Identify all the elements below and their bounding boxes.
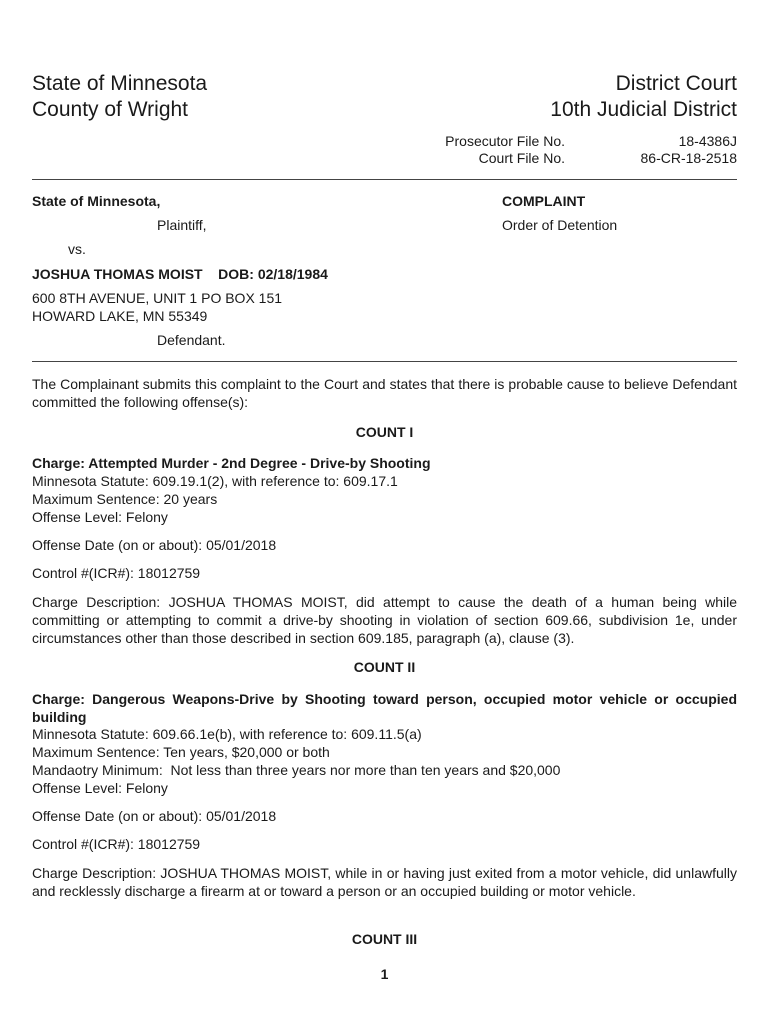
- count-2-statute: Minnesota Statute: 609.66.1e(b), with reference to: 609.11.5(a): [32, 726, 422, 742]
- count-1-max-sentence: Maximum Sentence: 20 years: [32, 491, 218, 507]
- page-number: 1: [380, 966, 389, 982]
- court-file-value: 86-CR-18-2518: [640, 150, 737, 166]
- plaintiff-role: Plaintiff,: [157, 217, 207, 233]
- divider-top: [32, 179, 737, 180]
- count-1-heading: COUNT I: [355, 424, 414, 440]
- count-2-heading: COUNT II: [353, 659, 416, 675]
- prosecutor-file-label: Prosecutor File No.: [445, 133, 565, 149]
- count-1-description: Charge Description: JOSHUA THOMAS MOIST, did attempt to cause the death of a human being while committing or attempting to commit a drive-by shooting in violation of section 609.66, subdivision 1e, under circumstances other than those described in section 609.185, paragraph (a), clause (3).: [32, 594, 737, 646]
- defendant-line: JOSHUA THOMAS MOIST DOB: 02/18/1984: [32, 266, 328, 282]
- count-2-offense-level: Offense Level: Felony: [32, 780, 168, 796]
- court-file-label: Court File No.: [478, 150, 565, 166]
- count-1-offense-level: Offense Level: Felony: [32, 509, 168, 525]
- defendant-role: Defendant.: [157, 332, 226, 348]
- defendant-address-2: HOWARD LAKE, MN 55349: [32, 308, 208, 324]
- count-2-mandatory-minimum: Mandaotry Minimum: Not less than three years nor more than ten years and $20,000: [32, 762, 561, 778]
- count-1-charge: Charge: Attempted Murder - 2nd Degree - Drive-by Shooting: [32, 455, 431, 471]
- count-2-max-sentence: Maximum Sentence: Ten years, $20,000 or both: [32, 744, 330, 760]
- count-1-statute: Minnesota Statute: 609.19.1(2), with reference to: 609.17.1: [32, 473, 398, 489]
- count-2-offense-date: Offense Date (on or about): 05/01/2018: [32, 808, 277, 824]
- county-heading: County of Wright: [32, 98, 189, 121]
- versus: vs.: [68, 241, 86, 257]
- intro-paragraph: The Complainant submits this complaint to the Court and states that there is probable cause to believe Defendant committed the following offense(s):: [32, 376, 737, 410]
- count-1-control-number: Control #(ICR#): 18012759: [32, 565, 201, 581]
- count-1-offense-date: Offense Date (on or about): 05/01/2018: [32, 537, 277, 553]
- divider-bottom: [32, 361, 737, 362]
- count-2-control-number: Control #(ICR#): 18012759: [32, 836, 201, 852]
- plaintiff-name: State of Minnesota,: [32, 193, 161, 209]
- count-3-heading: COUNT III: [351, 931, 418, 947]
- count-2-charge: Charge: Dangerous Weapons-Drive by Shooting toward person, occupied motor vehicle or occupied building: [32, 691, 737, 725]
- count-2-description: Charge Description: JOSHUA THOMAS MOIST, while in or having just exited from a motor vehicle, did unlawfully and recklessly discharge a firearm at or toward a person or an occupied building or motor vehicle.: [32, 865, 737, 899]
- court-heading: District Court: [615, 72, 737, 95]
- district-heading: 10th Judicial District: [550, 98, 737, 121]
- defendant-address-1: 600 8TH AVENUE, UNIT 1 PO BOX 151: [32, 290, 283, 306]
- document-subtitle: Order of Detention: [502, 217, 618, 233]
- prosecutor-file-value: 18-4386J: [678, 133, 737, 149]
- document-title: COMPLAINT: [502, 193, 586, 209]
- state-heading: State of Minnesota: [32, 72, 208, 95]
